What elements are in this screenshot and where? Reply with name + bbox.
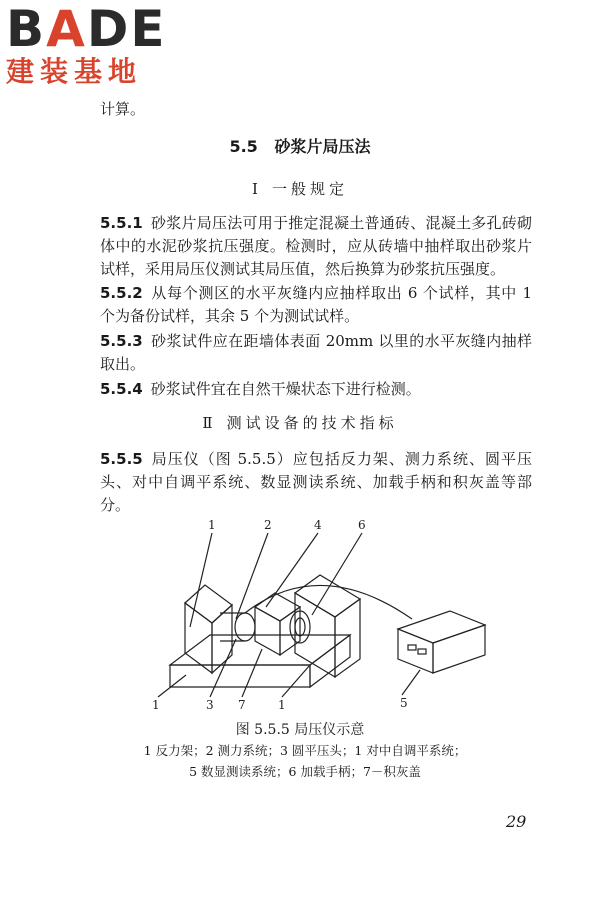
figure-label: 6 xyxy=(358,518,366,532)
clause-number: 5.5.3 xyxy=(100,332,143,350)
figure-label: 1 xyxy=(152,698,160,712)
clause-text: 局压仪（图 5.5.5）应包括反力架、测力系统、圆平压头、对中自调平系统、数显测读系统、加载手柄和积灰盖等部分。 xyxy=(100,450,532,514)
logo-brand: BADE xyxy=(6,0,167,58)
clause-text: 从每个测区的水平灰缝内应抽样取出 6 个试样，其中 1 个为备份试样，其余 5 个为测试试样。 xyxy=(100,284,532,325)
section-number: 5.5 xyxy=(229,137,258,156)
part-title: 测试设备的技术指标 xyxy=(226,414,398,432)
clause-text: 砂浆试件宜在自然干燥状态下进行检测。 xyxy=(150,380,421,398)
part-number: Ⅱ xyxy=(202,414,213,432)
clause-number: 5.5.4 xyxy=(100,380,143,398)
figure-label: 1 xyxy=(208,518,216,532)
figure-label: 3 xyxy=(206,698,214,712)
centering-block xyxy=(255,593,300,621)
clause-text: 砂浆试件应在距墙体表面 20mm 以里的水平灰缝内抽样取出。 xyxy=(100,332,532,373)
figure-legend-line-1: 1 反力架；2 测力系统；3 圆平压头；1 对中自调平系统； xyxy=(143,743,467,758)
part-heading-2 xyxy=(0,412,600,433)
figure-caption: 图 5.5.5 局压仪示意 xyxy=(235,722,365,738)
clause-5-5-2 xyxy=(100,282,532,328)
part-number: Ⅰ xyxy=(252,180,258,198)
part-title: 一般规定 xyxy=(271,180,348,198)
clause-5-5-3 xyxy=(100,330,532,376)
section-heading xyxy=(0,134,600,157)
figure-label: 1 xyxy=(278,698,286,712)
figure-legend-line-2: 5 数显测读系统；6 加载手柄；7－积灰盖 xyxy=(189,764,421,779)
figure-label: 5 xyxy=(400,696,408,710)
page-number: 29 xyxy=(506,812,527,831)
base-front xyxy=(170,665,310,687)
clause-number: 5.5.2 xyxy=(100,284,143,302)
clause-number: 5.5.1 xyxy=(100,214,143,232)
previous-page-text: 计算。 xyxy=(100,100,146,118)
clause-text: 砂浆片局压法可用于推定混凝土普通砖、混凝土多孔砖砌体中的水泥砂浆抗压强度。检测时，应从砖墙中抽样取出砂浆片试样，采用局压仪测试其局压值，然后换算为砂浆抗压强度。 xyxy=(100,214,532,278)
base-side xyxy=(310,635,350,687)
display-top xyxy=(398,611,485,643)
clause-number: 5.5.5 xyxy=(100,450,143,468)
base-top xyxy=(170,635,350,665)
figure-label: 7 xyxy=(238,698,246,712)
clause-5-5-5 xyxy=(100,448,532,517)
figure-label: 2 xyxy=(264,518,272,532)
clause-5-5-4 xyxy=(100,378,532,401)
figure-label: 4 xyxy=(314,518,322,532)
clause-5-5-1 xyxy=(100,212,532,281)
site-logo xyxy=(6,2,167,88)
pressure-tester-figure xyxy=(150,515,490,715)
part-heading-1 xyxy=(0,178,600,199)
force-cylinder xyxy=(235,613,255,641)
logo-subtitle: 建装基地 xyxy=(6,55,143,88)
section-title: 砂浆片局压法 xyxy=(274,137,371,156)
